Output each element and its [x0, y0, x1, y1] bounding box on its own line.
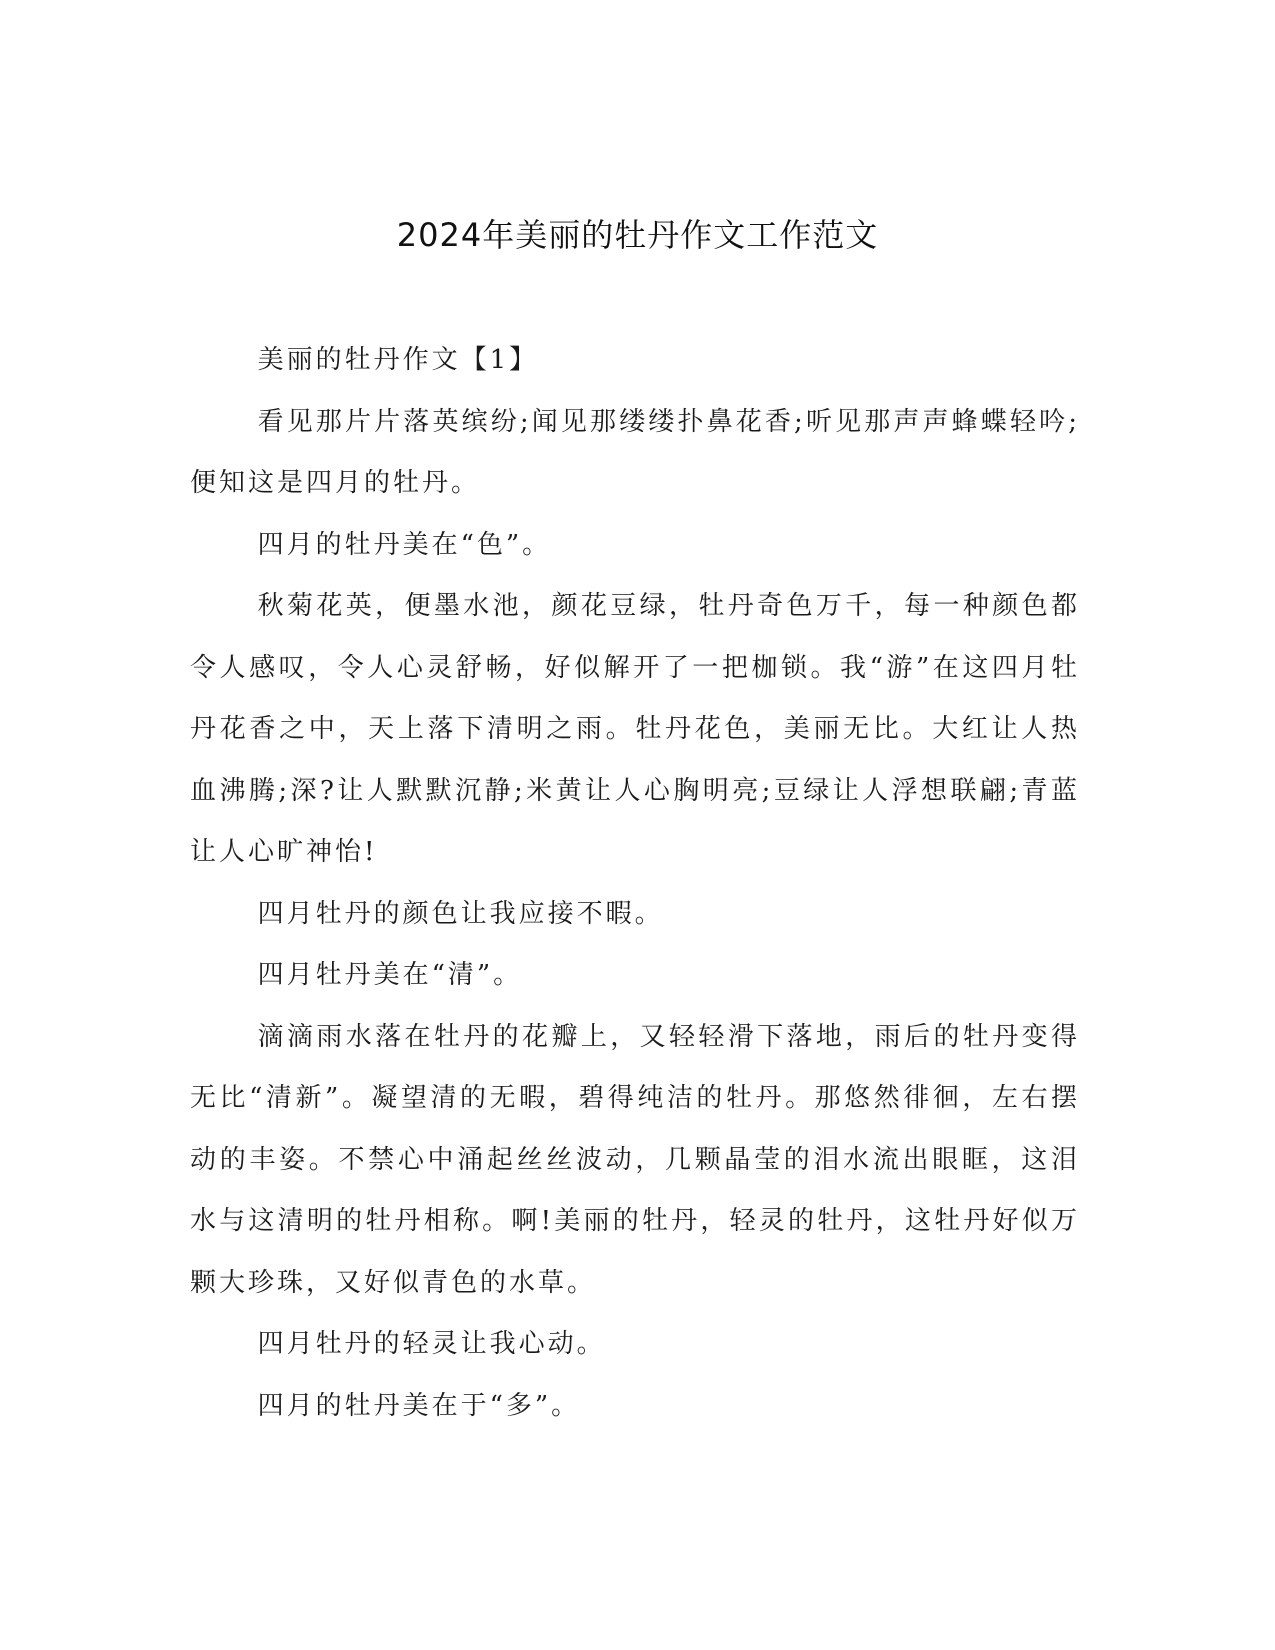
section-heading: 美丽的牡丹作文【1】: [257, 345, 539, 375]
paragraph: 四月牡丹的轻灵让我心动。: [257, 1329, 606, 1359]
paragraph: 四月牡丹的颜色让我应接不暇。: [257, 898, 664, 929]
paragraph: 四月的牡丹美在“色”。: [257, 529, 552, 560]
paragraph: 秋菊花英，便墨水池，颜花豆绿，牡丹奇色万千，每一种颜色都令人感叹，令人心灵舒畅，好似解开了一把枷锁。我“游”在这四月牡丹花香之中，天上落下清明之雨。牡丹花色，美丽无比。大红让人热血沸腾;深?让人默默沉静;米黄让人心胸明亮;豆绿让人浮想联翩;青蓝让人心旷神怡!: [190, 591, 1080, 867]
paragraph: 四月牡丹美在“清”。: [257, 960, 523, 990]
paragraph: 看见那片片落英缤纷;闻见那缕缕扑鼻花香;听见那声声蜂蝶轻吟;便知这是四月的牡丹。: [190, 406, 1080, 498]
paragraph: 四月的牡丹美在于“多”。: [257, 1390, 581, 1421]
document-body: [190, 330, 1080, 1437]
paragraph: 滴滴雨水落在牡丹的花瓣上，又轻轻滑下落地，雨后的牡丹变得无比“清新”。凝望清的无暇，碧得纯洁的牡丹。那悠然徘徊，左右摆动的丰姿。不禁心中涌起丝丝波动，几颗晶莹的泪水流出眼眶，这泪水与这清明的牡丹相称。啊!美丽的牡丹，轻灵的牡丹，这牡丹好似万颗大珍珠，又好似青色的水草。: [190, 1021, 1080, 1298]
document-title: 2024年美丽的牡丹作文工作范文: [396, 216, 879, 254]
